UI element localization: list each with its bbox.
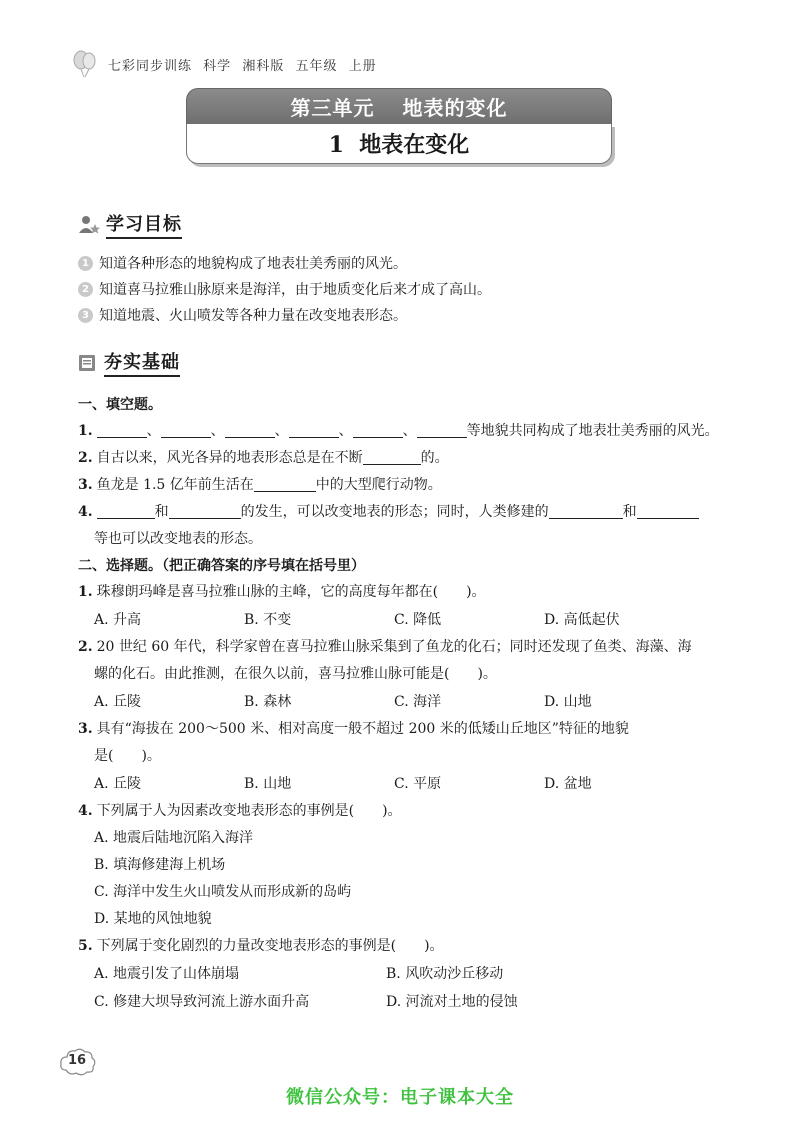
option-a[interactable]: A. 升高 — [94, 612, 142, 628]
series-name: 七彩同步训练 — [108, 58, 193, 74]
choice-question-2-continued: 螺的化石。由此推测，在很久以前，喜马拉雅山脉可能是( )。 — [94, 666, 497, 682]
options-row — [78, 688, 728, 716]
option-c[interactable]: C. 修建大坝导致河流上游水面升高 — [94, 994, 310, 1010]
grade: 五年级 — [295, 58, 338, 74]
fill-question-2: 2. 自古以来，风光各异的地表形态总是在不断 的。 — [78, 450, 449, 466]
answer-blank[interactable] — [637, 502, 699, 519]
objectives-list — [78, 250, 491, 328]
objective-item: 1 知道各种形态的地貌构成了地表壮美秀丽的风光。 — [78, 250, 491, 276]
option-a[interactable]: A. 丘陵 — [94, 694, 142, 710]
option-c[interactable]: C. 降低 — [394, 612, 442, 628]
option-b[interactable]: B. 风吹动沙丘移动 — [386, 966, 504, 982]
option-c[interactable]: C. 海洋中发生火山喷发从而形成新的岛屿 — [94, 884, 352, 900]
option-b[interactable]: B. 填海修建海上机场 — [94, 857, 226, 873]
fill-question-3: 3. 鱼龙是 1.5 亿年前生活在 中的大型爬行动物。 — [78, 477, 442, 493]
unit-number: 第三单元 — [290, 96, 375, 120]
page-number: 16 — [58, 1044, 98, 1080]
answer-blank[interactable] — [161, 421, 211, 438]
book-icon — [78, 353, 98, 373]
fill-in-heading: 一、填空题。 — [78, 397, 162, 413]
footer-watermark: 微信公众号：电子课本大全 — [286, 1087, 514, 1108]
choice-question-2: 2. 20 世纪 60 年代，科学家曾在喜马拉雅山脉采集到了鱼龙的化石；同时还发现了鱼类、海藻、海 — [78, 639, 692, 655]
choice-heading: 二、选择题。（把正确答案的序号填在括号里） — [78, 558, 365, 574]
balloon-icon — [72, 50, 98, 78]
unit-name: 地表的变化 — [402, 96, 508, 120]
fill-question-4-continued: 等也可以改变地表的形态。 — [94, 531, 262, 547]
volume: 上册 — [348, 58, 377, 74]
objectives-heading: 学习目标 — [78, 210, 182, 239]
option-d[interactable]: D. 某地的风蚀地貌 — [94, 911, 212, 927]
choice-question-3: 3. 具有“海拔在 200～500 米、相对高度一般不超过 200 米的低矮山丘地区”特征的地貌 — [78, 721, 629, 737]
basics-heading: 夯实基础 — [78, 348, 180, 377]
option-c[interactable]: C. 平原 — [394, 776, 442, 792]
fill-question-4: 4. 和 的发生，可以改变地表的形态；同时，人类修建的 和 — [78, 499, 728, 526]
answer-blank[interactable] — [169, 502, 241, 519]
option-b[interactable]: B. 不变 — [244, 612, 292, 628]
options-row — [78, 606, 728, 634]
learner-icon — [78, 214, 100, 236]
options-row — [78, 960, 728, 988]
answer-blank[interactable] — [289, 421, 339, 438]
answer-blank[interactable] — [353, 421, 403, 438]
option-b[interactable]: B. 森林 — [244, 694, 292, 710]
answer-blank[interactable] — [97, 502, 155, 519]
answer-blank[interactable] — [417, 421, 467, 438]
option-d[interactable]: D. 高低起伏 — [544, 612, 620, 628]
choice-question-3-continued: 是( )。 — [94, 748, 161, 764]
option-a[interactable]: A. 地震后陆地沉陷入海洋 — [94, 830, 254, 846]
option-b[interactable]: B. 山地 — [244, 776, 292, 792]
number-badge: 1 — [78, 256, 93, 271]
answer-blank[interactable] — [225, 421, 275, 438]
choice-question-1: 1. 珠穆朗玛峰是喜马拉雅山脉的主峰，它的高度每年都在( )。 — [78, 584, 486, 600]
subject: 科学 — [203, 58, 232, 74]
objective-item: 2 知道喜马拉雅山脉原来是海洋，由于地质变化后来才成了高山。 — [78, 276, 491, 302]
answer-blank[interactable] — [363, 448, 421, 465]
choice-question-5: 5. 下列属于变化剧烈的力量改变地表形态的事例是( )。 — [78, 938, 444, 954]
options-row — [78, 988, 728, 1016]
fill-question-1: 1. 、 、 、 、 、 等地貌共同构成了地表壮美秀丽的风光。 — [78, 423, 719, 439]
option-d[interactable]: D. 山地 — [544, 694, 592, 710]
option-c[interactable]: C. 海洋 — [394, 694, 442, 710]
options-row — [78, 770, 728, 798]
option-a[interactable]: A. 地震引发了山体崩塌 — [94, 966, 240, 982]
option-a[interactable]: A. 丘陵 — [94, 776, 142, 792]
option-d[interactable]: D. 盆地 — [544, 776, 592, 792]
answer-blank[interactable] — [254, 475, 316, 492]
answer-blank[interactable] — [549, 502, 623, 519]
objective-item: 3 知道地震、火山喷发等各种力量在改变地表形态。 — [78, 302, 491, 328]
lesson-title: 1 地表在变化 — [186, 124, 612, 164]
unit-title — [186, 88, 612, 124]
option-d[interactable]: D. 河流对土地的侵蚀 — [386, 994, 518, 1010]
edition: 湘科版 — [242, 58, 285, 74]
exercises — [78, 392, 728, 1016]
choice-question-4: 4. 下列属于人为因素改变地表形态的事例是( )。 — [78, 803, 402, 819]
title-box — [186, 88, 612, 164]
number-badge: 2 — [78, 282, 93, 297]
running-header — [72, 50, 377, 78]
number-badge: 3 — [78, 308, 93, 323]
answer-blank[interactable] — [97, 421, 147, 438]
